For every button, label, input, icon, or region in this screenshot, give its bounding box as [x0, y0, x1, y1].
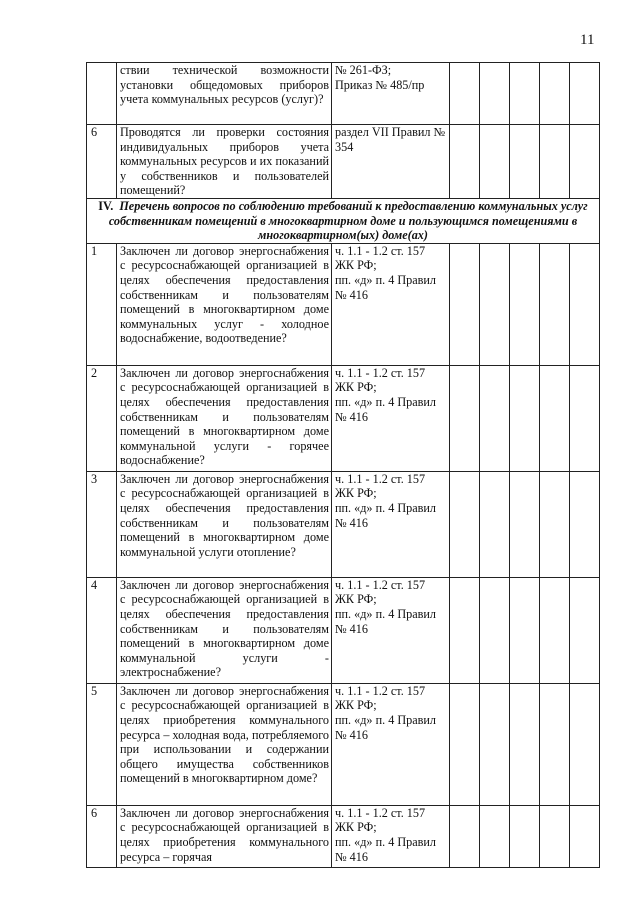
row-number: 5: [87, 683, 117, 805]
question-cell: Заключен ли договор энергоснабжения с ресурсоснабжающей организацией в целях обеспечения предоставления собственникам и пользователям помещений в многоквартирном доме коммунальных услуг - холодное водоснабжение, водоотведение?: [117, 243, 332, 365]
answer-cell: [570, 683, 600, 805]
answer-cell: [540, 63, 570, 125]
answer-cell: [480, 577, 510, 683]
question-cell: Заключен ли договор энергоснабжения с ресурсоснабжающей организацией в целях обеспечения предоставления собственникам и пользователям помещений в многоквартирном доме коммунальной услуги отопление?: [117, 471, 332, 577]
question-cell: Заключен ли договор энергоснабжения с ресурсоснабжающей организацией в целях приобретения коммунального ресурса – холодная вода, потребляемого при использовании и содержании общего имущества собственников помещений в многоквартирном доме?: [117, 683, 332, 805]
answer-cell: [540, 683, 570, 805]
section-title: Перечень вопросов по соблюдению требований к предоставлению коммунальных услуг собственникам помещений в многоквартирном доме и пользующимся помещениями в многоквартирном(ых) доме(ах): [108, 199, 588, 243]
answer-cell: [450, 577, 480, 683]
answer-cell: [450, 471, 480, 577]
table-row: [87, 471, 600, 577]
table-body-bottom: [87, 243, 600, 867]
answer-cell: [510, 125, 540, 199]
page-number: 11: [580, 32, 595, 48]
answer-cell: [480, 125, 510, 199]
answer-cell: [510, 365, 540, 471]
answer-cell: [450, 805, 480, 867]
answer-cell: [570, 125, 600, 199]
answer-cell: [510, 683, 540, 805]
answer-cell: [510, 243, 540, 365]
answer-cell: [540, 125, 570, 199]
answer-cell: [540, 365, 570, 471]
table-row: [87, 63, 600, 125]
answer-cell: [570, 577, 600, 683]
answer-cell: [480, 63, 510, 125]
section-roman-numeral: IV.: [98, 199, 114, 213]
answer-cell: [450, 243, 480, 365]
answer-cell: [450, 125, 480, 199]
answer-cell: [480, 805, 510, 867]
answer-cell: [540, 471, 570, 577]
question-cell: Заключен ли договор энергоснабжения с ресурсоснабжающей организацией в целях обеспечения предоставления собственникам и пользователям помещений в многоквартирном доме коммунальной услуги - горячее водоснабжение?: [117, 365, 332, 471]
table-row: [87, 365, 600, 471]
answer-cell: [570, 471, 600, 577]
row-number: 2: [87, 365, 117, 471]
table-row: [87, 125, 600, 199]
answer-cell: [570, 805, 600, 867]
answer-cell: [480, 471, 510, 577]
row-number: 6: [87, 125, 117, 199]
legal-basis-cell: ч. 1.1 - 1.2 ст. 157 ЖК РФ; пп. «д» п. 4 Правил № 416: [332, 365, 450, 471]
legal-basis-cell: ч. 1.1 - 1.2 ст. 157 ЖК РФ; пп. «д» п. 4 Правил № 416: [332, 243, 450, 365]
table-body-top: [87, 63, 600, 199]
legal-basis-cell: ч. 1.1 - 1.2 ст. 157 ЖК РФ; пп. «д» п. 4 Правил № 416: [332, 577, 450, 683]
question-cell: Проводятся ли проверки состояния индивидуальных приборов учета коммунальных ресурсов и их показаний у собственников и пользователей помещений?: [117, 125, 332, 199]
legal-basis-cell: ч. 1.1 - 1.2 ст. 157 ЖК РФ; пп. «д» п. 4 Правил № 416: [332, 683, 450, 805]
legal-basis-cell: ч. 1.1 - 1.2 ст. 157 ЖК РФ; пп. «д» п. 4 Правил № 416: [332, 471, 450, 577]
legal-basis-cell: № 261-ФЗ; Приказ № 485/пр: [332, 63, 450, 125]
answer-cell: [570, 63, 600, 125]
answer-cell: [510, 805, 540, 867]
answer-cell: [540, 577, 570, 683]
row-number: 6: [87, 805, 117, 867]
row-number: 1: [87, 243, 117, 365]
row-number: 4: [87, 577, 117, 683]
table-row: [87, 243, 600, 365]
table-row: [87, 805, 600, 867]
answer-cell: [540, 243, 570, 365]
table-row: [87, 683, 600, 805]
section-header-row: [87, 199, 600, 244]
legal-basis-cell: ч. 1.1 - 1.2 ст. 157 ЖК РФ; пп. «д» п. 4 Правил № 416: [332, 805, 450, 867]
answer-cell: [450, 63, 480, 125]
question-cell: Заключен ли договор энергоснабжения с ресурсоснабжающей организацией в целях приобретения коммунального ресурса – горячая: [117, 805, 332, 867]
row-number: 3: [87, 471, 117, 577]
question-cell: ствии технической возможности установки общедомовых приборов учета коммунальных ресурсов (услуг)?: [117, 63, 332, 125]
answer-cell: [510, 63, 540, 125]
row-number: [87, 63, 117, 125]
answer-cell: [450, 365, 480, 471]
table-row: [87, 577, 600, 683]
answer-cell: [480, 683, 510, 805]
answer-cell: [510, 471, 540, 577]
answer-cell: [480, 365, 510, 471]
answer-cell: [570, 365, 600, 471]
answer-cell: [540, 805, 570, 867]
answer-cell: [510, 577, 540, 683]
answer-cell: [570, 243, 600, 365]
answer-cell: [450, 683, 480, 805]
answer-cell: [480, 243, 510, 365]
legal-basis-cell: раздел VII Правил № 354: [332, 125, 450, 199]
checklist-table: [86, 62, 600, 868]
section-header-cell: [87, 199, 600, 244]
question-cell: Заключен ли договор энергоснабжения с ресурсоснабжающей организацией в целях обеспечения предоставления собственникам и пользователям помещений в многоквартирном доме коммунальной услуги - электроснабжение?: [117, 577, 332, 683]
